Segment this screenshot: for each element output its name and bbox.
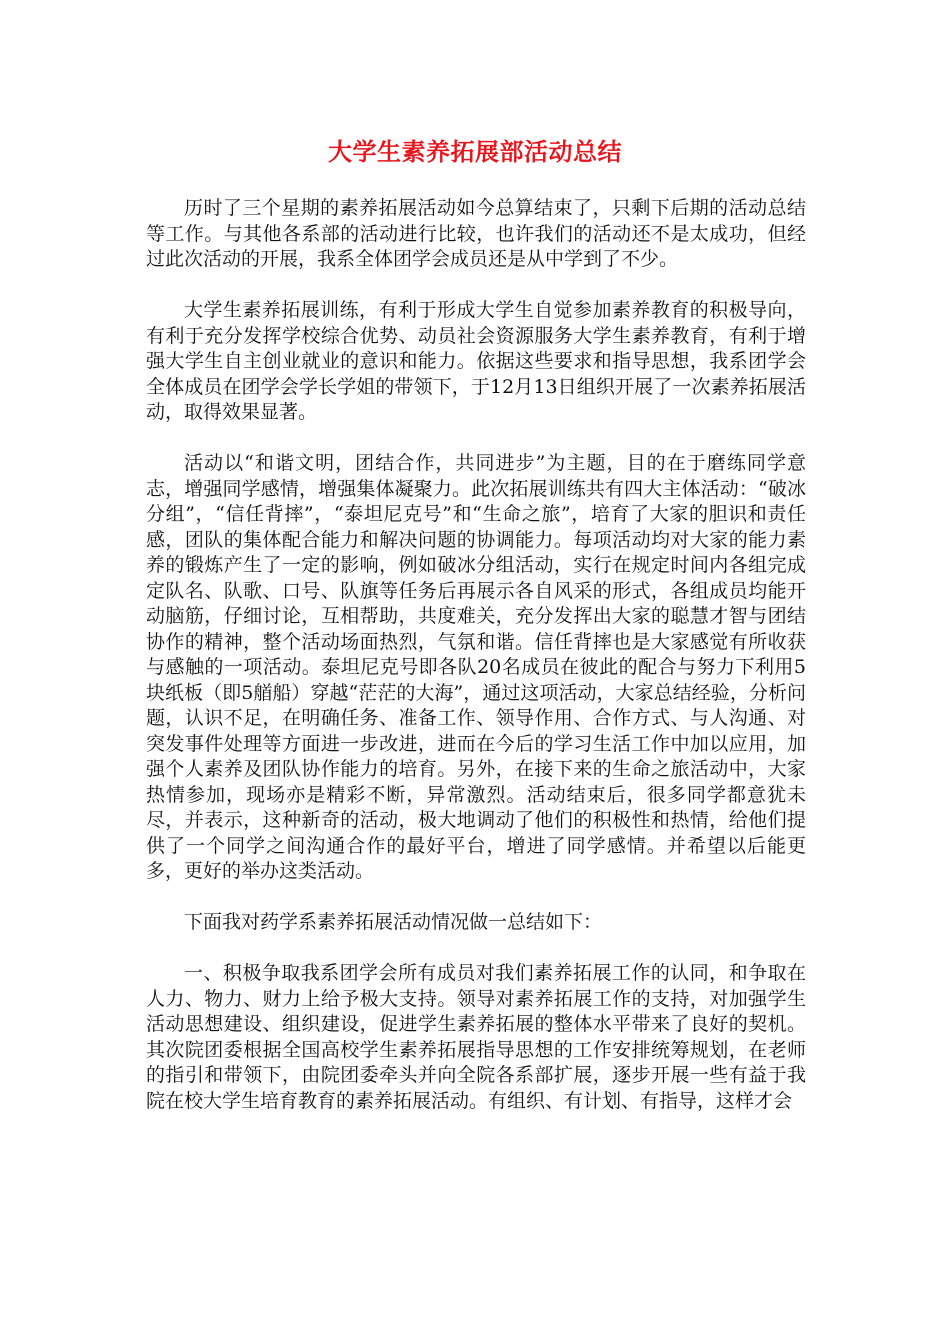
paragraph-purpose: 大学生素养拓展训练，有利于形成大学生自觉参加素养教育的积极导向，有利于充分发挥学校综合优势、动员社会资源服务大学生素养教育，有利于增强大学生自主创业就业的意识和能力。依据这些要求和指导思想，我系团学会全体成员在团学会学长学姐的带领下，于12月13日组织开展了一次素养拓展活动，取得效果显著。 [146, 299, 806, 423]
paragraph-point-one: 一、积极争取我系团学会所有成员对我们素养拓展工作的认同，和争取在人力、物力、财力上给予极大支持。领导对素养拓展工作的支持，对加强学生活动思想建设、组织建设，促进学生素养拓展的整体水平带来了良好的契机。其次院团委根据全国高校学生素养拓展指导思想的工作安排统筹规划，在老师的指引和带领下，由院团委牵头并向全院各系部扩展，逐步开展一些有益于我院在校大学生培育教育的素养拓展活动。有组织、有计划、有指导，这样才会 [146, 962, 806, 1112]
paragraph-intro: 历时了三个星期的素养拓展活动如今总算结束了，只剩下后期的活动总结等工作。与其他各系部的活动进行比较，也许我们的活动还不是太成功，但经过此次活动的开展，我系全体团学会成员还是从中学到了不少。 [146, 197, 806, 270]
paragraph-activities: 活动以“和谐文明，团结合作，共同进步”为主题，目的在于磨练同学意志，增强同学感情，增强集体凝聚力。此次拓展训练共有四大主体活动：“破冰分组”，“信任背摔”，“泰坦尼克号”和“生命之旅”，培育了大家的胆识和责任感，团队的集体配合能力和解决问题的协调能力。每项活动均对大家的能力素养的锻炼产生了一定的影响，例如破冰分组活动，实行在规定时间内各组完成定队名、队歌、口号、队旗等任务后再展示各自风采的形式，各组成员均能开动脑筋，仔细讨论，互相帮助，共度难关，充分发挥出大家的聪慧才智与团结协作的精神，整个活动场面热烈，气氛和谐。信任背摔也是大家感觉有所收获与感触的一项活动。泰坦尼克号即各队20名成员在彼此的配合与努力下利用5块纸板（即5艏船）穿越“茫茫的大海”，通过这项活动，大家总结经验，分析问题，认识不足，在明确任务、准备工作、领导作用、合作方式、与人沟通、对突发事件处理等方面进一步改进，进而在今后的学习生活工作中加以应用，加强个人素养及团队协作能力的培育。另外，在接下来的生命之旅活动中，大家热情参加，现场亦是精彩不断，异常激烈。活动结束后，很多同学都意犹未尽，并表示，这种新奇的活动，极大地调动了他们的积极性和热情，给他们提供了一个同学之间沟通合作的最好平台，增进了同学感情。并希望以后能更多，更好的举办这类活动。 [146, 452, 806, 882]
paragraph-summary-intro: 下面我对药学系素养拓展活动情况做一总结如下： [184, 911, 603, 933]
document-body [146, 196, 806, 1140]
document-title: 大学生素养拓展部活动总结 [328, 138, 622, 166]
